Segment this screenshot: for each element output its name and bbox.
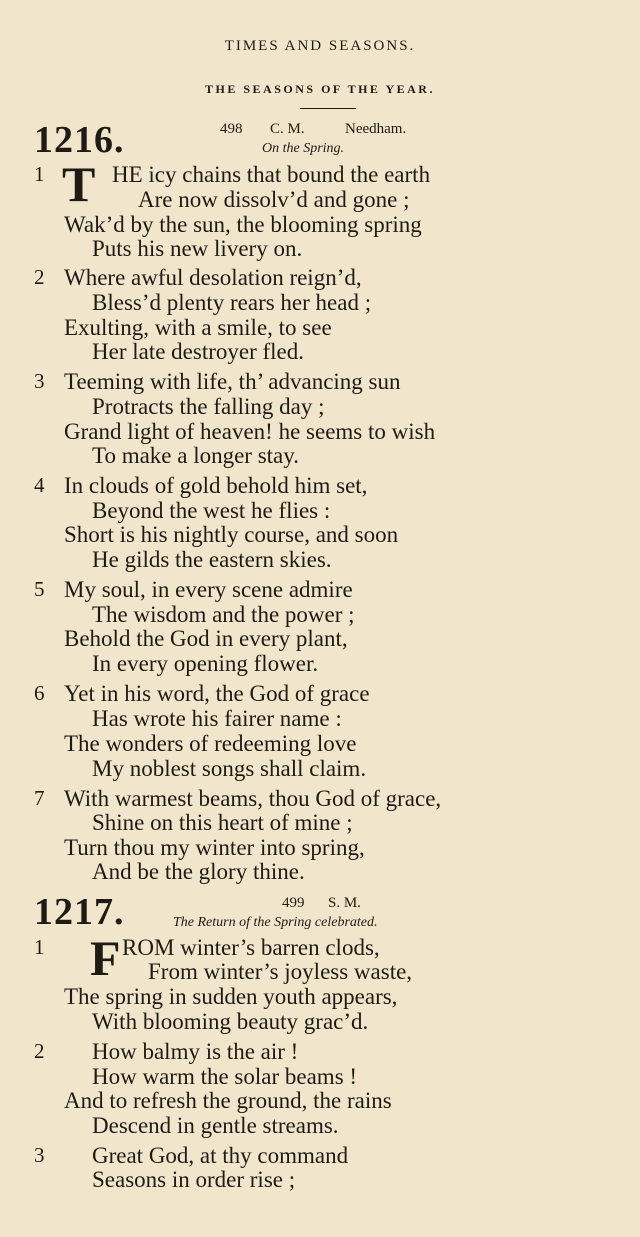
verse-line: Exulting, with a smile, to see: [64, 315, 332, 340]
verse-line: How balmy is the air !: [92, 1039, 299, 1064]
verse-line: The wisdom and the power ;: [92, 602, 355, 627]
hymn-subtitle: The Return of the Spring celebrated.: [173, 915, 378, 930]
verse-number: 1: [34, 162, 45, 186]
hymn-number: 1217.: [34, 891, 125, 933]
verse-number: 3: [34, 369, 45, 393]
verse-line: Has wrote his fairer name :: [92, 706, 342, 731]
verse-line: The wonders of redeeming love: [64, 731, 357, 756]
drop-cap: T: [62, 156, 96, 212]
drop-cap: F: [90, 930, 121, 986]
verse-number: 5: [34, 577, 45, 601]
section-rule: [300, 108, 356, 109]
verse-number: 3: [34, 1143, 45, 1167]
verse-line: Great God, at thy command: [92, 1143, 349, 1168]
running-head: TIMES AND SEASONS.: [224, 38, 416, 54]
verse-line: Grand light of heaven! he seems to wish: [64, 419, 436, 444]
verse-line: My noblest songs shall claim.: [92, 756, 367, 781]
verse-line: My soul, in every scene admire: [64, 577, 353, 602]
verse-line: With blooming beauty grac’d.: [92, 1009, 369, 1034]
hymn-page-ref: 499: [282, 895, 305, 911]
verse-line: Teeming with life, th’ advancing sun: [64, 369, 401, 394]
verse-line: Protracts the falling day ;: [92, 394, 325, 419]
verse-number: 6: [34, 681, 45, 705]
verse-number: 2: [34, 265, 45, 289]
verse-line: Her late destroyer fled.: [92, 339, 305, 364]
verse-line: Shine on this heart of mine ;: [92, 810, 353, 835]
verse-line: ROM winter’s barren clods,: [122, 935, 380, 960]
verse-line: In every opening flower.: [92, 651, 319, 676]
verse-line: With warmest beams, thou God of grace,: [64, 786, 442, 811]
verse-line: Short is his nightly course, and soon: [64, 522, 399, 547]
verse-line: Puts his new livery on.: [92, 236, 303, 261]
verse-line: Seasons in order rise ;: [92, 1167, 296, 1192]
verse-line: And be the glory thine.: [92, 859, 305, 884]
verse-line: In clouds of gold behold him set,: [64, 473, 368, 498]
hymn-subtitle: On the Spring.: [262, 141, 345, 156]
verse-line: Wak’d by the sun, the blooming spring: [64, 212, 422, 237]
verse-line: Behold the God in every plant,: [64, 626, 348, 651]
verse-line: Descend in gentle streams.: [92, 1113, 339, 1138]
verse-line: To make a longer stay.: [92, 443, 300, 468]
verse-line: And to refresh the ground, the rains: [64, 1088, 392, 1113]
hymn-page-ref: 498: [220, 121, 243, 137]
verse-line: He gilds the eastern skies.: [92, 547, 332, 572]
verse-line: Beyond the west he flies :: [92, 498, 331, 523]
verse-number: 4: [34, 473, 45, 497]
verse-number: 7: [34, 786, 45, 810]
section-head: THE SEASONS OF THE YEAR.: [205, 82, 435, 96]
hymn-meter: C. M.: [270, 121, 305, 137]
hymn-meter: S. M.: [328, 895, 361, 911]
verse-line: Turn thou my winter into spring,: [64, 835, 365, 860]
verse-line: Yet in his word, the God of grace: [64, 681, 370, 706]
verse-line: Are now dissolv’d and gone ;: [138, 187, 410, 212]
verse-line: From winter’s joyless waste,: [148, 959, 413, 984]
verse-line: Where awful desolation reign’d,: [64, 265, 362, 290]
hymn-tune: Needham.: [345, 121, 407, 137]
verse-number: 1: [34, 935, 45, 959]
hymn-number: 1216.: [34, 119, 125, 161]
verse-number: 2: [34, 1039, 45, 1063]
verse-line: How warm the solar beams !: [92, 1064, 358, 1089]
verse-line: The spring in sudden youth appears,: [64, 984, 398, 1009]
verse-line: Bless’d plenty rears her head ;: [92, 290, 372, 315]
verse-line: HE icy chains that bound the earth: [112, 162, 431, 187]
